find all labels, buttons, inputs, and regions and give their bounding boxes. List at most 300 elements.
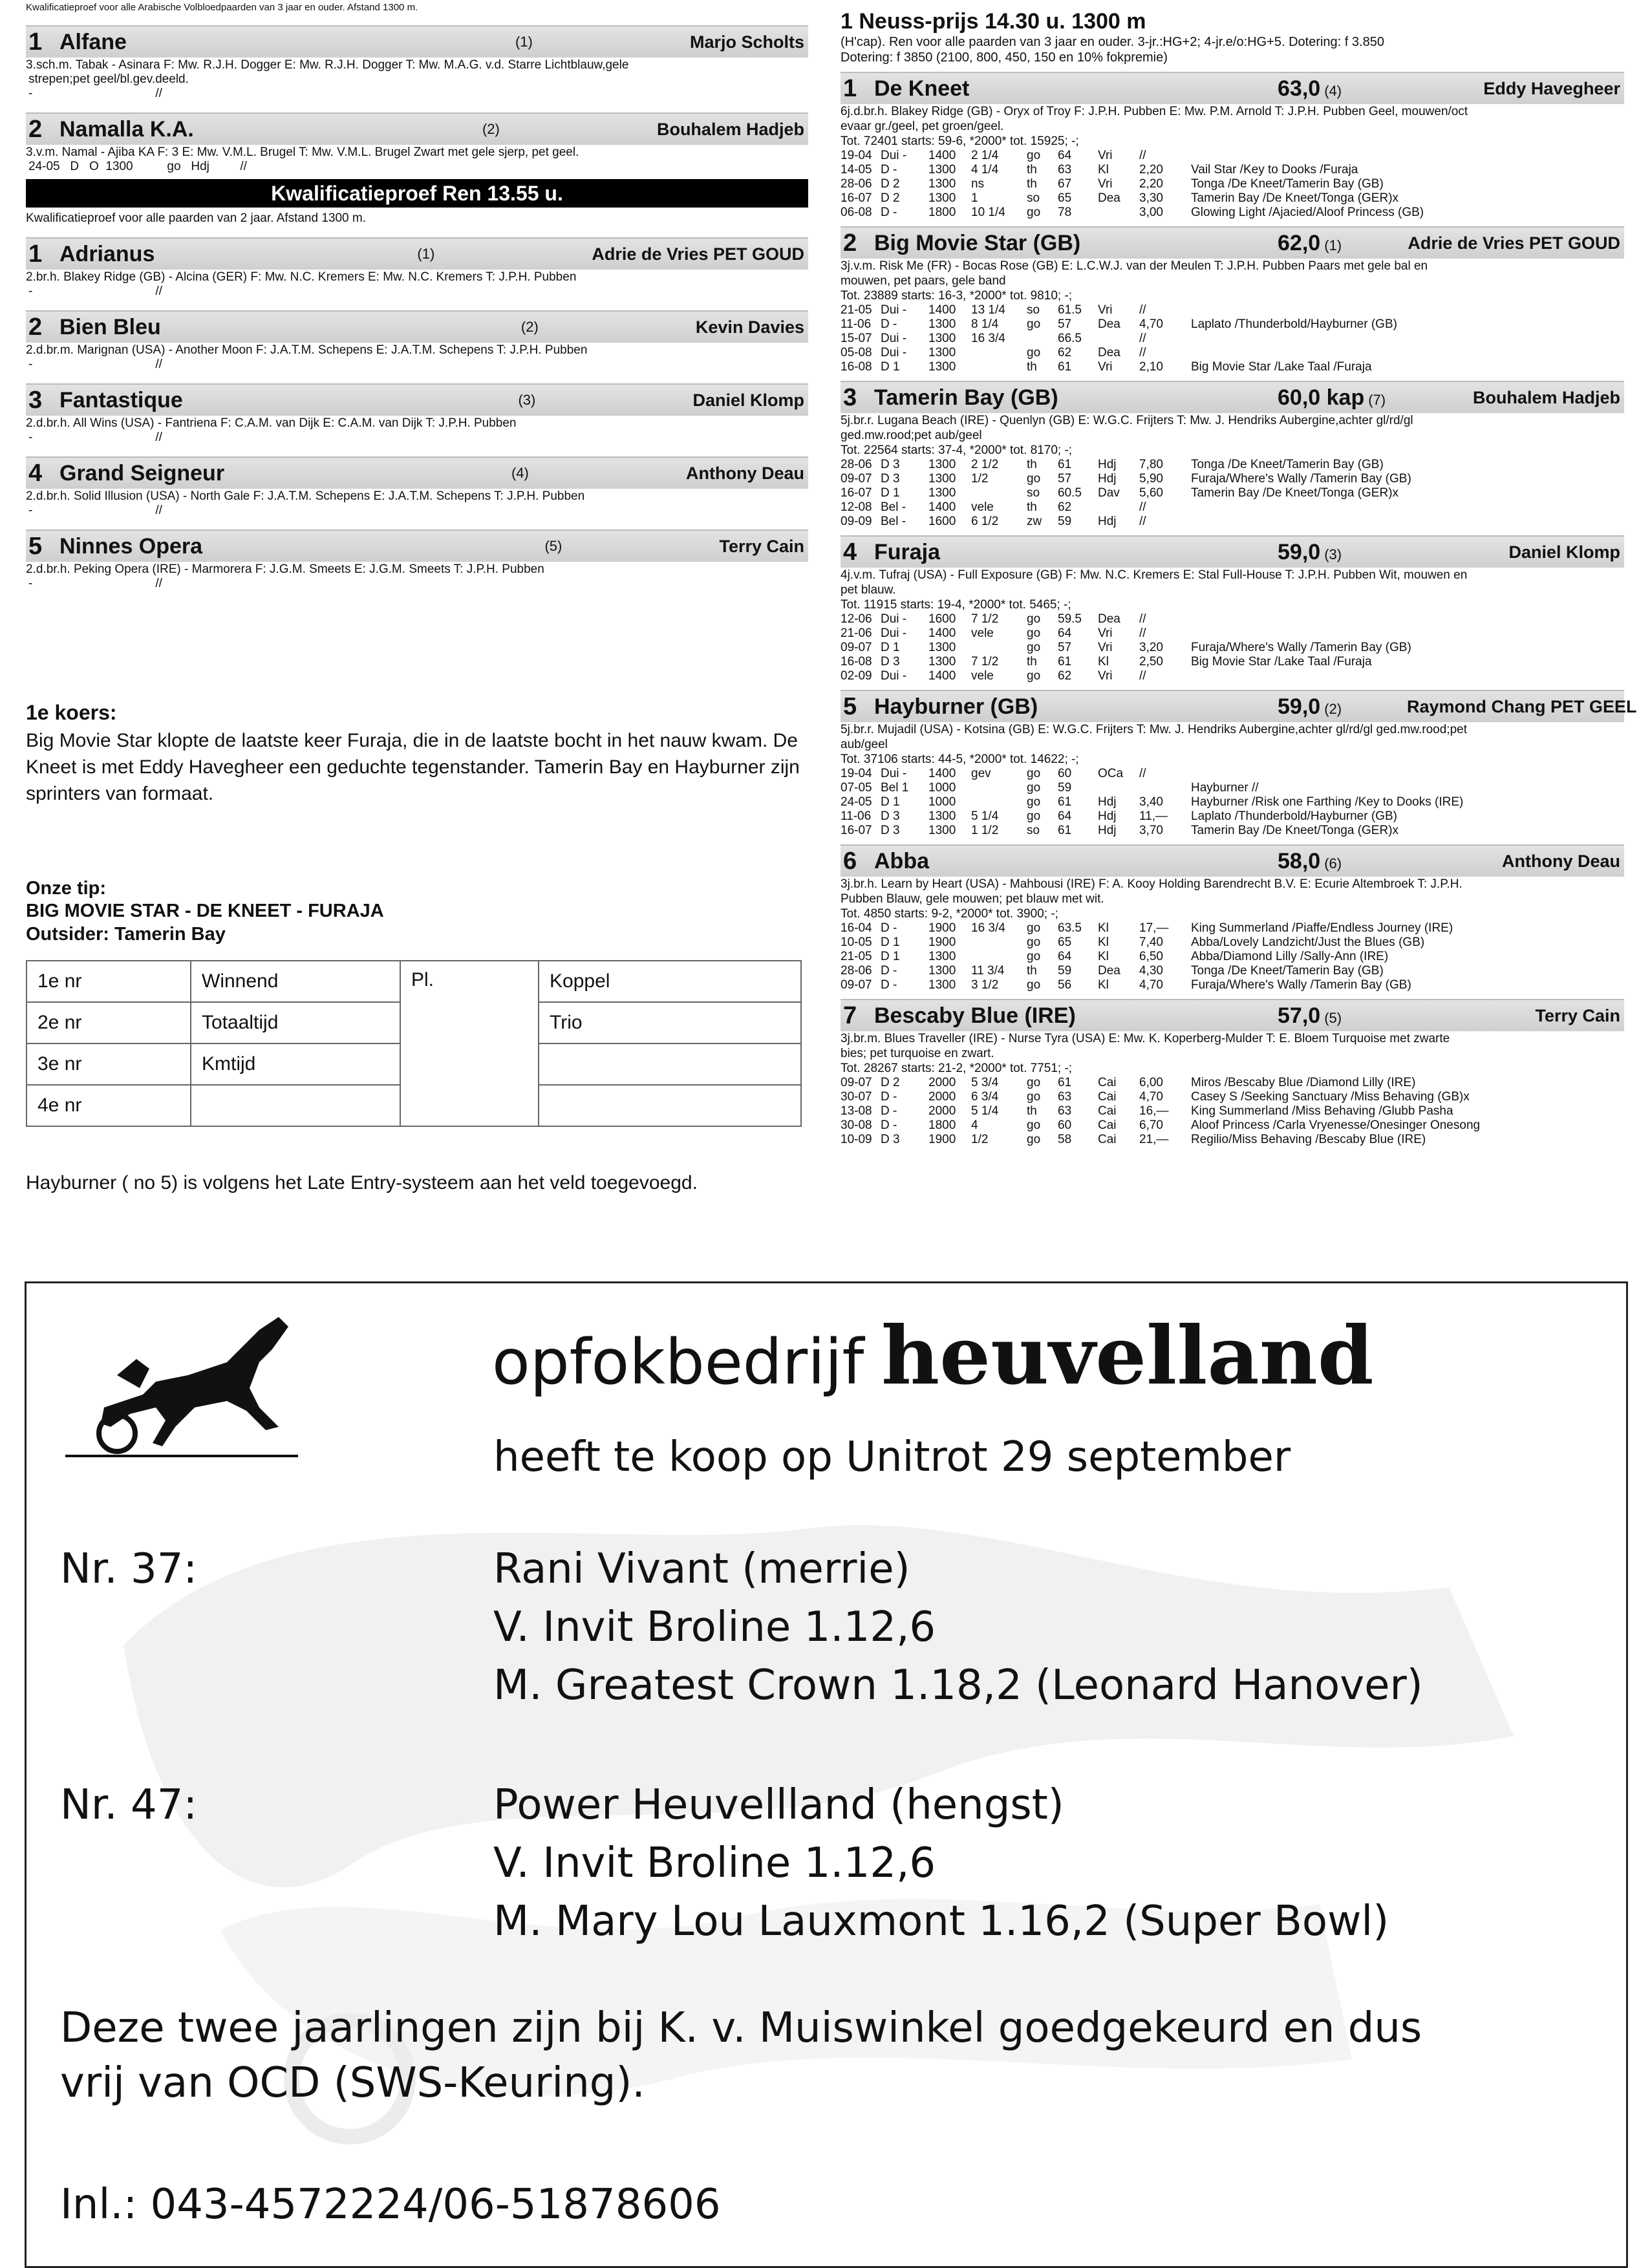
form-cell bbox=[1191, 149, 1553, 163]
form-cell bbox=[971, 936, 1027, 950]
form-cell bbox=[1191, 767, 1553, 781]
form-cell bbox=[1191, 626, 1553, 641]
horse-entry bbox=[841, 844, 1624, 992]
form-cell: Dui - bbox=[881, 612, 907, 626]
form-cell: 1/2 bbox=[971, 472, 989, 486]
form-cell: 67 bbox=[1058, 177, 1072, 191]
form-cell: go bbox=[1027, 921, 1041, 935]
form-cell: Hdj bbox=[1098, 824, 1117, 837]
form-cell: Tonga /De Kneet/Tamerin Bay (GB) bbox=[1191, 177, 1384, 191]
form-cell: // bbox=[1139, 303, 1146, 317]
form-cell: D 1 bbox=[881, 795, 900, 809]
form-cell bbox=[1139, 781, 1191, 795]
pedigree-line: Tot. 28267 starts: 21-2, *2000* tot. 7751; -; bbox=[841, 1062, 1073, 1075]
form-cell: 1400 bbox=[928, 767, 956, 780]
right-column bbox=[841, 0, 1637, 1147]
form-cell: 1900 bbox=[928, 1133, 956, 1146]
form-cell: 1300 bbox=[928, 978, 956, 992]
form-cell: 1400 bbox=[928, 149, 956, 162]
form-line bbox=[841, 486, 1624, 500]
form-line bbox=[841, 360, 1624, 374]
form-cell: 62 bbox=[1058, 346, 1072, 359]
form-cell: 1300 bbox=[928, 486, 956, 500]
form-line bbox=[841, 1104, 1624, 1118]
grid-cell: 1e nr bbox=[27, 961, 191, 1002]
form-cell: 3,00 bbox=[1139, 206, 1163, 219]
form-cell: 3,70 bbox=[1139, 824, 1163, 837]
form-cell: 15-07 bbox=[841, 332, 872, 345]
form-cell: Tamerin Bay /De Kneet/Tonga (GER)x bbox=[1191, 824, 1399, 837]
form-cell: 6,50 bbox=[1139, 950, 1163, 963]
form-cell bbox=[1191, 515, 1553, 529]
form-cell: 1 bbox=[971, 191, 978, 205]
form-line: 24-05 D O 1300 go Hdj // bbox=[28, 160, 247, 173]
entry-number: 1 bbox=[28, 240, 43, 268]
pedigree-line: 2.d.br.h. Peking Opera (IRE) - Marmorera F: J.G.M. Smeets E: J.G.M. Smeets T: J.P.H. Pubben bbox=[26, 562, 544, 576]
form-cell: 1300 bbox=[928, 317, 956, 331]
tip-title: Onze tip: bbox=[26, 878, 107, 899]
driver-name: Daniel Klomp bbox=[692, 390, 804, 410]
form-cell: Dui - bbox=[881, 669, 907, 683]
ad-statement: Deze twee jaarlingen zijn bij K. v. Muiswinkel goedgekeurd en dus bbox=[60, 2004, 1422, 2052]
form-cell: D - bbox=[881, 206, 897, 219]
start-position: (7) bbox=[1368, 391, 1386, 408]
pedigree-line: Tot. 72401 starts: 59-6, *2000* tot. 15925; -; bbox=[841, 134, 1079, 148]
form-cell: Vri bbox=[1098, 360, 1113, 374]
driver-name: Marjo Scholts bbox=[689, 32, 804, 52]
form-cell: 11-06 bbox=[841, 809, 872, 823]
form-cell: 57 bbox=[1058, 472, 1072, 486]
pedigree-line: 3.v.m. Namal - Ajiba KA F: 3 E: Mw. V.M.L. Brugel T: Mw. V.M.L. Brugel Zwart met gele sjerp, pet geel. bbox=[26, 145, 579, 159]
betting-grid bbox=[26, 960, 802, 1127]
form-cell: Big Movie Star /Lake Taal /Furaja bbox=[1191, 655, 1372, 669]
entry-header bbox=[841, 381, 1624, 413]
form-cell: 64 bbox=[1058, 809, 1072, 823]
form-cell: 28-06 bbox=[841, 177, 872, 191]
entry-number: 2 bbox=[28, 115, 43, 143]
arab-race-note: Kwalificatieproef voor alle Arabische Volbloedpaarden van 3 jaar en ouder. Afstand 1300 m. bbox=[26, 2, 418, 13]
form-cell: 30-07 bbox=[841, 1090, 872, 1104]
weight-value: 59,0 bbox=[1278, 539, 1321, 564]
form-cell: 5,90 bbox=[1139, 472, 1163, 486]
entry-number: 3 bbox=[843, 383, 857, 411]
grid-cell bbox=[539, 1085, 801, 1126]
form-cell: 59.5 bbox=[1058, 612, 1082, 626]
form-cell: King Summerland /Piaffe/Endless Journey (IRE) bbox=[1191, 921, 1453, 935]
form-line bbox=[841, 669, 1624, 683]
entry-number: 4 bbox=[843, 538, 857, 566]
form-cell: 58 bbox=[1058, 1133, 1072, 1146]
form-cell: Glowing Light /Ajacied/Aloof Princess (GB) bbox=[1191, 206, 1424, 219]
horse-entry bbox=[26, 237, 808, 299]
driver-name: Eddy Havegheer bbox=[1483, 78, 1620, 98]
grid-cell bbox=[191, 1085, 400, 1126]
ad-statement: vrij van OCD (SWS-Keuring). bbox=[60, 2059, 645, 2107]
form-cell: 1300 bbox=[928, 346, 956, 359]
form-line bbox=[841, 1133, 1624, 1147]
form-cell: // bbox=[1139, 626, 1146, 640]
form-cell: 2 1/2 bbox=[971, 458, 999, 471]
grid-cell: Trio bbox=[539, 1002, 801, 1043]
form-line: - // bbox=[28, 577, 162, 590]
entry-number: 1 bbox=[28, 28, 43, 56]
form-cell: Kl bbox=[1098, 163, 1109, 177]
form-cell: 05-08 bbox=[841, 346, 872, 359]
entry-number: 3 bbox=[28, 386, 43, 414]
form-cell: 7,40 bbox=[1139, 936, 1163, 949]
form-cell: // bbox=[1139, 669, 1146, 683]
form-cell: 09-07 bbox=[841, 641, 872, 654]
form-cell: 10 1/4 bbox=[971, 206, 1005, 219]
form-cell: go bbox=[1027, 317, 1041, 331]
pedigree-line: 6j.d.br.h. Blakey Ridge (GB) - Oryx of Troy F: J.P.H. Pubben E: Mw. P.M. Arnold T: J.P.H. Pubben Geel, mouwen/oct bbox=[841, 105, 1468, 118]
form-cell: 62 bbox=[1058, 669, 1072, 683]
form-cell: 06-08 bbox=[841, 206, 872, 219]
form-cell: 6 3/4 bbox=[971, 1090, 999, 1104]
form-cell: 2 1/4 bbox=[971, 149, 999, 162]
handicap-weight bbox=[1278, 231, 1407, 256]
form-cell: 2000 bbox=[928, 1076, 956, 1089]
form-cell bbox=[1191, 332, 1553, 346]
entry-number: 2 bbox=[843, 229, 857, 257]
form-cell: Kl bbox=[1098, 978, 1109, 992]
horse-entry bbox=[26, 456, 808, 518]
form-cell: 3,40 bbox=[1139, 795, 1163, 809]
form-cell: D 3 bbox=[881, 1133, 900, 1146]
start-position: (1) bbox=[515, 34, 533, 50]
horse-name: Ninnes Opera bbox=[59, 533, 203, 559]
ad-brand-prefix: opfokbedrijf bbox=[492, 1326, 864, 1398]
form-cell: Hdj bbox=[1098, 472, 1117, 486]
form-cell: 1300 bbox=[928, 950, 956, 963]
form-cell: go bbox=[1027, 612, 1041, 626]
entry-number: 1 bbox=[843, 74, 857, 102]
form-cell: 2,20 bbox=[1139, 163, 1163, 177]
form-cell: 62 bbox=[1058, 500, 1072, 514]
start-position: (1) bbox=[417, 246, 435, 262]
form-cell: Big Movie Star /Lake Taal /Furaja bbox=[1191, 360, 1372, 374]
qualification-race-bar: Kwalificatieproef Ren 13.55 u. bbox=[26, 179, 808, 208]
form-cell: Miros /Bescaby Blue /Diamond Lilly (IRE) bbox=[1191, 1076, 1416, 1089]
form-cell: 1400 bbox=[928, 303, 956, 317]
form-cell: 28-06 bbox=[841, 458, 872, 471]
form-cell: 1 1/2 bbox=[971, 824, 999, 837]
form-cell: 16,— bbox=[1139, 1104, 1169, 1118]
form-line: - // bbox=[28, 504, 162, 517]
horse-name: Abba bbox=[874, 848, 929, 873]
form-cell: 12-08 bbox=[841, 500, 872, 514]
form-cell: D 2 bbox=[881, 1076, 900, 1089]
form-cell: Tonga /De Kneet/Tamerin Bay (GB) bbox=[1191, 964, 1384, 978]
form-cell: D 3 bbox=[881, 824, 900, 837]
form-cell: 09-09 bbox=[841, 515, 872, 528]
form-line bbox=[841, 177, 1624, 191]
form-cell: 61 bbox=[1058, 655, 1072, 669]
form-cell: 7 1/2 bbox=[971, 655, 999, 669]
pedigree-line: 5j.br.r. Mujadil (USA) - Kotsina (GB) E: W.G.C. Frijters T: Mw. J. Hendriks Aubergine,achter gl/rd/gl ged.mw.rood;pet bbox=[841, 723, 1467, 736]
form-cell: 4,70 bbox=[1139, 1090, 1163, 1104]
form-cell: D 1 bbox=[881, 641, 900, 654]
grid-cell bbox=[539, 1043, 801, 1085]
form-cell: 1/2 bbox=[971, 1133, 989, 1146]
pedigree-line: pet blauw. bbox=[841, 583, 896, 597]
form-cell bbox=[1191, 500, 1553, 515]
form-cell: D 3 bbox=[881, 655, 900, 669]
form-line bbox=[841, 795, 1624, 809]
form-line bbox=[841, 1076, 1624, 1090]
form-cell: 1300 bbox=[928, 163, 956, 177]
start-position: (3) bbox=[1324, 546, 1342, 562]
form-cell: Kl bbox=[1098, 950, 1109, 963]
entry-header bbox=[841, 72, 1624, 104]
form-cell: 09-07 bbox=[841, 1076, 872, 1089]
ad-subtitle: heeft te koop op Unitrot 29 september bbox=[493, 1433, 1291, 1481]
form-cell: 28-06 bbox=[841, 964, 872, 978]
form-cell: go bbox=[1027, 767, 1041, 780]
form-cell: Bel - bbox=[881, 515, 906, 528]
form-cell: Dea bbox=[1098, 346, 1120, 359]
driver-name: Bouhalem Hadjeb bbox=[656, 119, 804, 139]
form-cell bbox=[971, 641, 1027, 655]
form-cell: 1300 bbox=[928, 641, 956, 654]
form-cell: gev bbox=[971, 767, 991, 780]
horse-name: Alfane bbox=[59, 29, 127, 54]
form-cell: 78 bbox=[1058, 206, 1072, 219]
form-cell: // bbox=[1139, 767, 1146, 780]
form-cell: // bbox=[1139, 332, 1146, 345]
form-cell: 7,80 bbox=[1139, 458, 1163, 471]
form-line bbox=[841, 809, 1624, 824]
driver-name: Daniel Klomp bbox=[1508, 542, 1620, 562]
form-line bbox=[841, 936, 1624, 950]
form-cell: 63 bbox=[1058, 163, 1072, 177]
form-cell: ns bbox=[971, 177, 985, 191]
form-cell: // bbox=[1139, 500, 1146, 514]
form-cell: D - bbox=[881, 978, 897, 992]
form-cell: Dui - bbox=[881, 332, 907, 345]
form-cell: 10-05 bbox=[841, 936, 872, 949]
form-cell: // bbox=[1139, 346, 1146, 359]
form-cell: th bbox=[1027, 458, 1037, 471]
form-cell: th bbox=[1027, 500, 1037, 514]
weight-value: 63,0 bbox=[1278, 76, 1321, 101]
horse-entry bbox=[841, 999, 1624, 1147]
form-line bbox=[841, 964, 1624, 978]
form-cell: Cai bbox=[1098, 1104, 1117, 1118]
form-cell: D 2 bbox=[881, 191, 900, 205]
form-cell: go bbox=[1027, 1076, 1041, 1089]
entry-number: 6 bbox=[843, 847, 857, 875]
entry-number: 4 bbox=[28, 459, 43, 487]
form-cell: 1600 bbox=[928, 515, 956, 528]
form-cell bbox=[971, 950, 1027, 964]
weight-value: 60,0 kap bbox=[1278, 385, 1365, 410]
form-cell bbox=[971, 486, 1027, 500]
form-cell: Laplato /Thunderbold/Hayburner (GB) bbox=[1191, 317, 1397, 331]
form-cell: Abba/Lovely Landzicht/Just the Blues (GB) bbox=[1191, 936, 1425, 949]
form-cell: Abba/Diamond Lilly /Sally-Ann (IRE) bbox=[1191, 950, 1389, 963]
horse-entry bbox=[841, 226, 1624, 374]
form-line bbox=[841, 612, 1624, 626]
weight-value: 58,0 bbox=[1278, 848, 1321, 873]
pedigree-line: Tot. 4850 starts: 9-2, *2000* tot. 3900; -; bbox=[841, 907, 1058, 921]
commentary-text: Big Movie Star klopte de laatste keer Furaja, die in de laatste bocht in het nauw kwam. De Kneet is met Eddy Havegheer een geduchte tegenstander. Tamerin Bay en Hayburner zijn sprinters van formaat. bbox=[26, 730, 800, 804]
form-cell: 59 bbox=[1058, 964, 1072, 978]
grid-cell: 3e nr bbox=[27, 1043, 191, 1085]
lot2-line: V. Invit Broline 1.12,6 bbox=[493, 1839, 936, 1887]
form-cell: th bbox=[1027, 163, 1037, 177]
form-cell: 1900 bbox=[928, 921, 956, 935]
entry-number: 7 bbox=[843, 1001, 857, 1029]
lot1-line: Rani Vivant (merrie) bbox=[493, 1545, 910, 1593]
form-cell: 24-05 bbox=[841, 795, 872, 809]
form-cell: 61 bbox=[1058, 458, 1072, 471]
race-entries bbox=[841, 72, 1637, 1147]
pedigree-line: Tot. 37106 starts: 44-5, *2000* tot. 14622; -; bbox=[841, 753, 1079, 766]
grid-cell: Koppel bbox=[539, 961, 801, 1002]
form-cell: so bbox=[1027, 824, 1040, 837]
form-cell: zw bbox=[1027, 515, 1042, 528]
horse-entry bbox=[26, 25, 808, 101]
form-line bbox=[841, 191, 1624, 206]
form-line bbox=[841, 346, 1624, 360]
form-cell: Casey S /Seeking Sanctuary /Miss Behaving (GB)x bbox=[1191, 1090, 1470, 1104]
form-cell: 13 1/4 bbox=[971, 303, 1005, 317]
pedigree-line: ged.mw.rood;pet aub/geel bbox=[841, 429, 982, 442]
pedigree-line: Pubben Blauw, gele mouwen; pet blauw met wit. bbox=[841, 892, 1104, 906]
form-line bbox=[841, 950, 1624, 964]
form-cell: 65 bbox=[1058, 936, 1072, 949]
form-cell: Tamerin Bay /De Kneet/Tonga (GER)x bbox=[1191, 486, 1399, 500]
form-cell: 16-07 bbox=[841, 486, 872, 500]
form-cell: 6 1/2 bbox=[971, 515, 999, 528]
horse-entry bbox=[841, 690, 1637, 838]
pedigree-line: 3.sch.m. Tabak - Asinara F: Mw. R.J.H. Dogger E: Mw. R.J.H. Dogger T: Mw. M.A.G. v.d. Starre Lichtblauw,gele bbox=[26, 58, 629, 72]
form-cell: 5,60 bbox=[1139, 486, 1163, 500]
form-cell: th bbox=[1027, 360, 1037, 374]
pedigree-line: bies; pet turquoise en zwart. bbox=[841, 1047, 994, 1060]
start-position: (3) bbox=[518, 392, 536, 408]
form-cell: D - bbox=[881, 1090, 897, 1104]
form-cell: 30-08 bbox=[841, 1118, 872, 1132]
form-cell: 1300 bbox=[928, 360, 956, 374]
form-cell: 6,70 bbox=[1139, 1118, 1163, 1132]
form-cell: go bbox=[1027, 669, 1041, 683]
late-entry-note: Hayburner ( no 5) is volgens het Late Entry-systeem aan het veld toegevoegd. bbox=[26, 1172, 698, 1193]
form-cell: 09-07 bbox=[841, 978, 872, 992]
form-cell bbox=[971, 360, 1027, 374]
form-line bbox=[841, 655, 1624, 669]
driver-name: Kevin Davies bbox=[695, 317, 804, 337]
horse-name: Big Movie Star (GB) bbox=[874, 230, 1081, 255]
pedigree-line: aub/geel bbox=[841, 738, 888, 751]
form-cell: D - bbox=[881, 1104, 897, 1118]
form-cell: 19-04 bbox=[841, 149, 872, 162]
form-cell: Cai bbox=[1098, 1118, 1117, 1132]
form-cell: vele bbox=[971, 669, 994, 683]
form-cell bbox=[1191, 346, 1553, 360]
horse-entry bbox=[26, 310, 808, 372]
qualification-entries bbox=[26, 237, 808, 591]
form-cell: 8 1/4 bbox=[971, 317, 999, 331]
start-position: (2) bbox=[1324, 700, 1342, 717]
form-cell: 11,— bbox=[1139, 809, 1168, 823]
form-cell bbox=[1098, 781, 1139, 795]
form-cell: 61 bbox=[1058, 360, 1072, 374]
entry-header bbox=[841, 999, 1624, 1031]
horse-entry bbox=[841, 535, 1624, 683]
form-cell: Hdj bbox=[1098, 795, 1117, 809]
form-cell: 16-08 bbox=[841, 360, 872, 374]
horse-entry bbox=[26, 112, 808, 174]
driver-name: Anthony Deau bbox=[685, 463, 804, 483]
handicap-weight bbox=[1278, 76, 1407, 102]
form-cell: D 3 bbox=[881, 458, 900, 471]
handicap-weight bbox=[1278, 540, 1407, 565]
form-cell: 60 bbox=[1058, 767, 1072, 780]
horse-name: Fantastique bbox=[59, 387, 183, 412]
form-cell: 1800 bbox=[928, 206, 956, 219]
form-cell: Dui - bbox=[881, 303, 907, 317]
driver-name: Anthony Deau bbox=[1501, 851, 1620, 871]
form-cell: 64 bbox=[1058, 626, 1072, 640]
form-cell: 13-08 bbox=[841, 1104, 872, 1118]
form-cell: 17,— bbox=[1139, 921, 1169, 935]
form-cell: D 1 bbox=[881, 360, 900, 374]
form-cell: Cai bbox=[1098, 1133, 1117, 1146]
form-cell: 6,00 bbox=[1139, 1076, 1163, 1089]
form-cell: go bbox=[1027, 206, 1041, 219]
form-cell: // bbox=[1139, 612, 1146, 626]
form-cell: go bbox=[1027, 936, 1041, 949]
form-line bbox=[841, 1090, 1624, 1104]
form-cell: 21-05 bbox=[841, 303, 872, 317]
start-position: (6) bbox=[1324, 855, 1342, 872]
form-cell: Cai bbox=[1098, 1076, 1117, 1089]
form-line bbox=[841, 515, 1624, 529]
form-cell bbox=[1027, 332, 1058, 346]
driver-name: Adrie de Vries PET GOUD bbox=[592, 244, 804, 264]
entry-header bbox=[841, 844, 1624, 877]
entry-header bbox=[26, 383, 808, 416]
form-cell: 1000 bbox=[928, 795, 956, 809]
driver-name: Terry Cain bbox=[719, 536, 804, 556]
form-cell: 1300 bbox=[928, 655, 956, 669]
form-cell: 61.5 bbox=[1058, 303, 1082, 317]
form-cell: 14-05 bbox=[841, 163, 872, 177]
horse-name: Namalla K.A. bbox=[59, 116, 194, 142]
form-cell: 19-04 bbox=[841, 767, 872, 780]
form-cell: 4,70 bbox=[1139, 317, 1163, 331]
horse-name: Grand Seigneur bbox=[59, 460, 225, 486]
grid-row bbox=[27, 961, 801, 1002]
form-line bbox=[841, 303, 1624, 317]
form-line bbox=[841, 626, 1624, 641]
handicap-weight bbox=[1278, 385, 1407, 411]
pedigree-line: 2.d.br.h. All Wins (USA) - Fantriena F: C.A.M. van Dijk E: C.A.M. van Dijk T: J.P.H. Pubben bbox=[26, 416, 517, 430]
form-cell: 1300 bbox=[928, 964, 956, 978]
start-position: (2) bbox=[520, 319, 539, 335]
horse-entry bbox=[841, 381, 1624, 529]
advertisement bbox=[25, 1281, 1628, 2268]
commentary-title: 1e koers: bbox=[26, 701, 117, 724]
pedigree-line: 2.br.h. Blakey Ridge (GB) - Alcina (GER) F: Mw. N.C. Kremers E: Mw. N.C. Kremers T: J.P.H. Pubben bbox=[26, 270, 577, 284]
grid-cell: 2e nr bbox=[27, 1002, 191, 1043]
form-cell: D 1 bbox=[881, 950, 900, 963]
form-cell: D - bbox=[881, 163, 897, 177]
form-cell: vele bbox=[971, 626, 994, 640]
driver-name: Adrie de Vries PET GOUD bbox=[1408, 233, 1620, 253]
